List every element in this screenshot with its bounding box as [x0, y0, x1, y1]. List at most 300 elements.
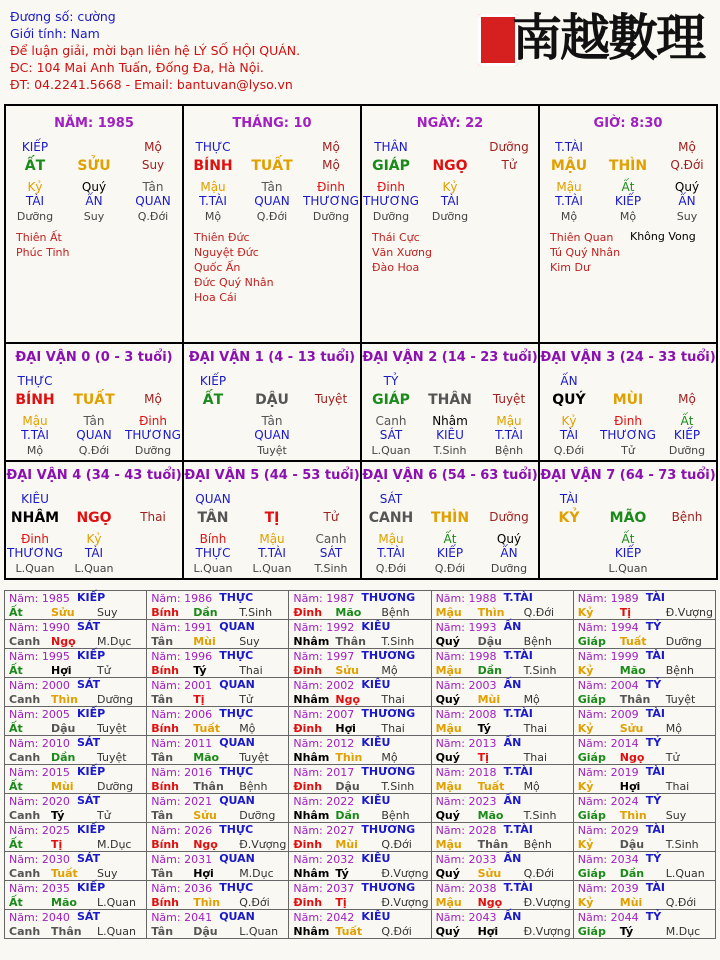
year-branch: Dần — [193, 606, 218, 619]
year-cell — [289, 649, 431, 678]
year-stem: Bính — [151, 664, 180, 677]
year-branch: Hợi — [193, 867, 214, 880]
year-stem: Ất — [9, 838, 23, 851]
dv-stem-branch-1: MÃO — [609, 510, 647, 526]
dv-hidden-god-0: T.TÀI — [21, 428, 49, 442]
year-stage: L.Quan — [97, 925, 136, 938]
year-stage: T.Sinh — [239, 606, 273, 619]
year-god: KIÊU — [361, 794, 391, 807]
year-god: TÀI — [645, 765, 666, 778]
phone-email-line: ĐT: 04.2241.5668 - Email: bantuvan@lyso.vn — [10, 77, 293, 92]
year-god: THƯƠNG — [361, 881, 416, 894]
year-branch: Thìn — [477, 606, 505, 619]
year-god: THƯƠNG — [361, 765, 416, 778]
year-box — [149, 736, 286, 764]
year-god: TÀI — [645, 707, 666, 720]
pillar-hidden-god-1: TÀI — [440, 194, 460, 208]
year-cell — [431, 620, 573, 649]
year-box — [7, 794, 144, 822]
year-label: Năm: 2027 — [293, 824, 355, 837]
year-branch: Sửu — [335, 664, 359, 677]
year-label: Năm: 2030 — [9, 853, 70, 866]
star-item: Thiên Ất — [16, 231, 62, 244]
year-branch: Dậu — [51, 722, 76, 735]
year-box — [149, 852, 286, 880]
year-cell — [573, 881, 715, 910]
year-row — [5, 591, 716, 620]
year-god: T.TÀI — [503, 881, 533, 894]
year-branch: Tị — [335, 896, 347, 909]
year-cell — [5, 649, 147, 678]
year-branch: Thân — [51, 925, 82, 938]
dv-hidden-2: Đinh — [139, 414, 167, 428]
year-label: Năm: 1988 — [435, 592, 497, 605]
year-cell — [289, 794, 431, 823]
year-cell — [289, 678, 431, 707]
year-stem: Nhâm — [293, 751, 330, 764]
year-god: THỰC — [219, 649, 254, 662]
year-row — [5, 910, 716, 939]
star-item: Hoa Cái — [194, 291, 237, 304]
pillar-stem-branch-2: Tử — [501, 158, 517, 172]
year-god: THƯƠNG — [361, 591, 416, 604]
pillar-god-0: THỰC — [195, 140, 231, 154]
pillar-stem-branch-0: BÍNH — [193, 158, 233, 174]
year-god: TÀI — [645, 591, 666, 604]
year-god: TÀI — [645, 649, 666, 662]
year-label: Năm: 2009 — [577, 708, 639, 721]
year-stem: Nhâm — [293, 635, 330, 648]
year-box — [7, 736, 144, 764]
dv-hidden-1: Ất — [443, 532, 457, 546]
year-branch: Hợi — [335, 722, 356, 735]
dv-god-0: TỶ — [383, 374, 399, 388]
dai-van-0 — [6, 344, 184, 462]
year-stem: Nhâm — [293, 925, 330, 938]
year-stage: Q.Đới — [381, 838, 412, 851]
year-god: QUAN — [219, 736, 255, 749]
year-cell — [289, 823, 431, 852]
year-stem: Canh — [9, 635, 41, 648]
year-branch: Mão — [51, 896, 77, 909]
year-branch: Mùi — [477, 693, 501, 706]
year-branch: Tuất — [477, 780, 505, 793]
year-stem: Quý — [435, 635, 460, 648]
dv-stem-branch-0: KỶ — [558, 510, 580, 526]
year-label: Năm: 1995 — [9, 650, 70, 663]
year-god: KIẾP — [77, 823, 106, 836]
pillar-life-stage-0: Dưỡng — [16, 210, 54, 223]
year-label: Năm: 2011 — [151, 737, 213, 750]
year-god: TÀI — [645, 881, 666, 894]
year-stem: Giáp — [577, 809, 606, 822]
year-god: ẤN — [503, 736, 522, 749]
year-god: TỶ — [645, 678, 662, 691]
year-label: Năm: 1985 — [9, 592, 70, 605]
year-label: Năm: 2007 — [293, 708, 355, 721]
year-box — [434, 823, 571, 851]
dv-hidden-1: Nhâm — [432, 414, 468, 428]
year-box — [434, 881, 571, 909]
year-box — [7, 765, 144, 793]
dv-life-stage-1: Q.Đới — [78, 444, 110, 457]
year-stage: Bệnh — [239, 780, 268, 793]
dv-stem-branch-1: THÂN — [428, 392, 472, 408]
year-label: Năm: 2033 — [435, 853, 497, 866]
year-box — [7, 881, 144, 909]
dv-life-stage-0: Mộ — [26, 444, 44, 457]
year-stage: Tử — [97, 809, 111, 822]
year-god: THỰC — [219, 881, 254, 894]
year-box — [576, 736, 713, 764]
dv-life-stage-2: Dưỡng — [668, 444, 706, 457]
dv-hidden-god-0: SÁT — [379, 428, 403, 442]
year-stem: Đinh — [293, 896, 323, 909]
dv-stem-branch-1: DẬU — [255, 392, 289, 408]
year-stem: Bính — [151, 896, 180, 909]
year-god: SÁT — [77, 852, 101, 865]
year-stage: Mộ — [665, 722, 682, 735]
year-stem: Bính — [151, 722, 180, 735]
dv-stem-branch-2: Mộ — [678, 392, 696, 406]
year-branch: Thìn — [51, 693, 78, 706]
pillar-hidden-0: Đinh — [377, 180, 405, 194]
year-box — [7, 823, 144, 851]
star-item: Đức Quý Nhân — [194, 276, 274, 289]
year-stage: Tuyệt — [239, 751, 269, 764]
year-cell — [431, 678, 573, 707]
year-stage: Tử — [97, 664, 111, 677]
year-box — [291, 823, 428, 851]
year-branch: Ngọ — [477, 896, 503, 909]
contact-line: Để luận giải, mời bạn liên hệ LÝ SỐ HỘI QUÁN. — [10, 43, 301, 58]
year-cell — [431, 736, 573, 765]
year-box — [149, 765, 286, 793]
pillar-god-2: Dưỡng — [489, 140, 529, 154]
year-god: THỰC — [219, 591, 254, 604]
pillar-hidden-god-2: QUAN — [135, 194, 171, 208]
star-item: Thiên Quan — [550, 231, 614, 244]
year-stem: Mậu — [435, 722, 462, 735]
year-label: Năm: 1991 — [151, 621, 213, 634]
dv-life-stage-0: L.Quan — [15, 562, 55, 575]
year-label: Năm: 2036 — [151, 882, 213, 895]
year-label: Năm: 2002 — [293, 679, 355, 692]
year-box — [576, 794, 713, 822]
year-label: Năm: 2024 — [577, 795, 639, 808]
pillar-3 — [540, 106, 718, 344]
year-cell — [573, 707, 715, 736]
year-cell — [5, 736, 147, 765]
year-cell — [573, 678, 715, 707]
pillar-hidden-1: Kỷ — [442, 180, 458, 194]
year-label: Năm: 2015 — [9, 766, 70, 779]
year-god: ẤN — [503, 794, 522, 807]
year-box — [7, 620, 144, 648]
year-box — [434, 794, 571, 822]
year-god: THỰC — [219, 765, 254, 778]
dv-hidden-1: Mậu — [259, 532, 285, 546]
dv-stem-branch-2: Thai — [140, 510, 166, 524]
year-box — [149, 591, 286, 619]
dai-van-title: ĐẠI VẬN 1 (4 - 13 tuổi) — [188, 350, 356, 365]
year-cell — [573, 649, 715, 678]
year-stage: T.Sinh — [381, 635, 415, 648]
year-row — [5, 852, 716, 881]
pillar-extra: Không Vong — [630, 230, 696, 243]
year-god: QUAN — [219, 794, 255, 807]
year-branch: Hợi — [619, 780, 641, 793]
year-branch: Mão — [477, 809, 504, 822]
year-stage: Q.Đới — [523, 606, 555, 619]
year-stem: Ất — [9, 896, 23, 909]
year-branch: Dậu — [193, 925, 218, 938]
year-label: Năm: 2043 — [435, 911, 497, 924]
year-cell — [5, 707, 147, 736]
dv-life-stage-2: Bệnh — [494, 444, 524, 457]
year-god: KIÊU — [361, 852, 391, 865]
year-box — [434, 649, 571, 677]
annual-table — [4, 590, 716, 939]
year-cell — [573, 852, 715, 881]
year-box — [291, 852, 428, 880]
year-stage: Mộ — [523, 693, 540, 706]
year-row — [5, 620, 716, 649]
pillar-hidden-0: Mậu — [556, 180, 582, 194]
pillar-god-0: THÂN — [374, 140, 408, 154]
dv-hidden-0: Kỷ — [561, 414, 577, 428]
dv-hidden-god-1: QUAN — [76, 428, 112, 442]
year-stage: L.Quan — [97, 896, 136, 909]
year-stem: Giáp — [577, 693, 606, 706]
year-cell — [147, 620, 289, 649]
year-stage: Q.Đới — [239, 896, 270, 909]
dv-hidden-1: Tân — [83, 414, 105, 428]
pillar-life-stage-0: Mộ — [560, 210, 578, 223]
dv-hidden-1: Tân — [261, 414, 283, 428]
year-stage: Tuyệt — [97, 722, 127, 735]
dv-stem-branch-0: TÂN — [197, 510, 229, 526]
year-branch: Sửu — [477, 867, 502, 880]
year-cell — [5, 794, 147, 823]
year-god: THƯƠNG — [361, 823, 416, 836]
year-stage: Mộ — [239, 722, 256, 735]
dv-hidden-god-1: KIẾP — [436, 546, 464, 560]
year-label: Năm: 1998 — [435, 650, 497, 663]
year-stage: L.Quan — [665, 867, 705, 880]
year-label: Năm: 2035 — [9, 882, 70, 895]
pillar-life-stage-1: Dưỡng — [431, 210, 469, 223]
pillar-1 — [184, 106, 362, 344]
year-label: Năm: 2034 — [577, 853, 639, 866]
year-label: Năm: 2022 — [293, 795, 355, 808]
year-stem: Ất — [9, 606, 23, 619]
dv-stem-branch-2: Mộ — [144, 392, 162, 406]
year-label: Năm: 2019 — [577, 766, 639, 779]
year-cell — [431, 881, 573, 910]
year-stage: Đ.Vượng — [523, 896, 571, 909]
year-stem: Mậu — [435, 606, 462, 619]
dv-god-0: KIẾP — [199, 374, 227, 388]
year-stage: Suy — [665, 809, 687, 822]
year-label: Năm: 2038 — [435, 882, 497, 895]
year-stem: Tân — [151, 751, 174, 764]
pillar-title: THÁNG: 10 — [232, 116, 312, 131]
year-row — [5, 823, 716, 852]
pillar-stem-branch-2: Mộ — [322, 158, 340, 172]
year-god: THỰC — [219, 823, 254, 836]
year-branch: Mão — [335, 606, 362, 619]
year-box — [291, 765, 428, 793]
pillar-hidden-god-0: T.TÀI — [199, 194, 227, 208]
year-label: Năm: 2016 — [151, 766, 213, 779]
year-stage: Dưỡng — [665, 635, 702, 648]
year-god: SÁT — [77, 910, 101, 923]
dv-stem-branch-2: Bệnh — [671, 510, 703, 524]
dv-stem-branch-0: CANH — [368, 510, 414, 526]
star-item: Thái Cực — [372, 231, 420, 244]
year-label: Năm: 2000 — [9, 679, 70, 692]
year-god: KIẾP — [77, 765, 106, 778]
year-cell — [5, 852, 147, 881]
star-item: Tú Quý Nhân — [550, 246, 621, 259]
year-branch: Dậu — [477, 635, 502, 648]
year-box — [149, 707, 286, 735]
pillar-2 — [362, 106, 540, 344]
year-branch: Hợi — [477, 925, 499, 938]
year-stage: Thai — [381, 722, 405, 735]
year-branch: Tý — [335, 867, 349, 880]
year-box — [291, 707, 428, 735]
year-branch: Sửu — [193, 809, 217, 822]
pillar-life-stage-1: Q.Đới — [256, 210, 288, 223]
year-god: SÁT — [77, 794, 101, 807]
dv-hidden-god-1: QUAN — [254, 428, 290, 442]
year-cell — [147, 736, 289, 765]
year-box — [434, 765, 571, 793]
pillar-hidden-0: Mậu — [200, 180, 226, 194]
year-cell — [431, 910, 573, 939]
year-box — [576, 591, 713, 619]
pillar-hidden-god-2: THƯƠNG — [303, 194, 359, 208]
year-label: Năm: 2044 — [577, 911, 639, 924]
year-stage: Tử — [239, 693, 253, 706]
year-branch: Dậu — [335, 780, 360, 793]
dv-stem-branch-0: NHÂM — [10, 510, 60, 526]
year-stage: T.Sinh — [381, 780, 415, 793]
pillar-god-0: T.TÀI — [555, 140, 583, 154]
year-stage: Tuyệt — [97, 751, 127, 764]
year-box — [149, 678, 286, 706]
year-box — [291, 591, 428, 619]
year-god: KIẾP — [77, 591, 106, 604]
year-stem: Tân — [151, 635, 174, 648]
year-god: KIÊU — [361, 910, 391, 923]
year-stage: Thai — [381, 693, 405, 706]
year-box — [7, 707, 144, 735]
year-stage: Thai — [523, 722, 548, 735]
year-god: KIÊU — [361, 736, 391, 749]
dv-life-stage-2: Dưỡng — [134, 444, 172, 457]
year-label: Năm: 1989 — [577, 592, 639, 605]
year-stem: Giáp — [577, 751, 606, 764]
year-stem: Canh — [9, 925, 41, 938]
year-box — [291, 649, 428, 677]
year-box — [149, 823, 286, 851]
year-label: Năm: 1994 — [577, 621, 639, 634]
year-branch: Sửu — [619, 722, 644, 735]
dv-stem-branch-2: Tuyệt — [492, 392, 526, 406]
year-cell — [147, 852, 289, 881]
star-item: Kim Dư — [550, 261, 590, 274]
year-label: Năm: 2021 — [151, 795, 213, 808]
pillar-stem-branch-0: ẤT — [24, 158, 46, 174]
year-branch: Thìn — [619, 809, 647, 822]
year-label: Năm: 2023 — [435, 795, 497, 808]
dv-stem-branch-1: THÌN — [430, 510, 470, 526]
dv-god-0: THỰC — [17, 374, 53, 388]
year-god: TÀI — [645, 823, 666, 836]
year-god: SÁT — [77, 620, 101, 633]
dv-hidden-god-1: T.TÀI — [258, 546, 286, 560]
year-branch: Tị — [193, 693, 205, 706]
pillar-god-2: Mộ — [678, 140, 696, 154]
dv-stem-branch-1: TỊ — [264, 510, 280, 526]
dai-van-2 — [362, 344, 540, 462]
year-branch: Mùi — [619, 896, 643, 909]
pillar-title: GIỜ: 8:30 — [593, 116, 663, 131]
year-cell — [5, 910, 147, 939]
year-label: Năm: 1996 — [151, 650, 213, 663]
pillar-0 — [6, 106, 184, 344]
year-stage: Q.Đới — [381, 925, 412, 938]
year-branch: Dậu — [619, 838, 645, 851]
dv-stem-branch-0: BÍNH — [15, 392, 55, 408]
year-branch: Mão — [619, 664, 646, 677]
year-label: Năm: 2039 — [577, 882, 639, 895]
dv-god-0: QUAN — [195, 492, 231, 506]
year-cell — [147, 649, 289, 678]
dv-god-0: KIÊU — [21, 492, 49, 506]
year-box — [7, 591, 144, 619]
pillar-life-stage-2: Q.Đới — [137, 210, 169, 223]
year-stem: Tân — [151, 925, 174, 938]
dv-god-0: ẤN — [560, 374, 578, 388]
year-cell — [573, 591, 715, 620]
year-stage: Mộ — [523, 780, 540, 793]
year-stage: Bệnh — [665, 664, 695, 677]
year-god: ẤN — [503, 910, 522, 923]
year-stem: Mậu — [435, 780, 462, 793]
pillar-hidden-god-1: KIẾP — [614, 194, 642, 208]
year-branch: Thìn — [335, 751, 363, 764]
dv-hidden-2: Canh — [315, 532, 347, 546]
dv-life-stage-1: T.Sinh — [433, 444, 467, 457]
year-cell — [573, 794, 715, 823]
year-label: Năm: 1993 — [435, 621, 497, 634]
year-box — [7, 852, 144, 880]
pillar-stars — [550, 230, 620, 275]
year-stage: M.Dục — [665, 925, 701, 938]
year-stem: Quý — [435, 693, 460, 706]
year-cell — [147, 823, 289, 852]
year-cell — [147, 707, 289, 736]
year-stem: Quý — [435, 925, 460, 938]
year-row — [5, 794, 716, 823]
year-stage: Đ.Vượng — [665, 606, 713, 619]
year-box — [291, 881, 428, 909]
dv-hidden-god-1: KIẾP — [614, 546, 642, 560]
